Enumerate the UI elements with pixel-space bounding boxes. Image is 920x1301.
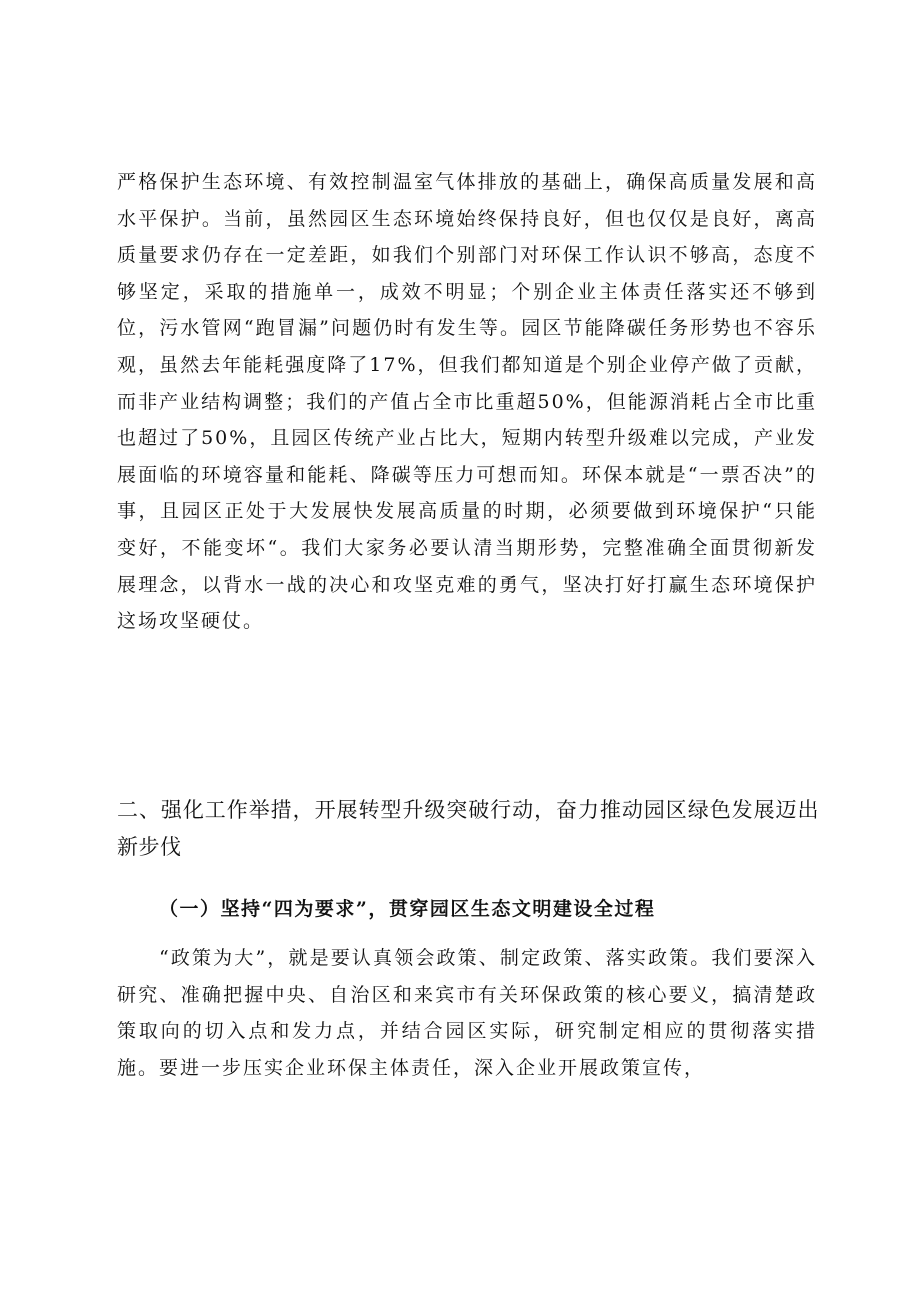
body-paragraph: 严格保护生态环境、有效控制温室气体排放的基础上，确保高质量发展和高水平保护。当前，虽然园区生态环境始终保持良好，但也仅仅是良好，离高质量要求仍存在一定差距，如我们个别部门对环保工作认识不够高，态度不够坚定，采取的措施单一，成效不明显；个别企业主体责任落实还不够到位，污水管网“跑冒漏”问题仍时有发生等。园区节能降碳任务形势也不容乐观，虽然去年能耗强度降了17%，但我们都知道是个别企业停产做了贡献，而非产业结构调整；我们的产值占全市比重超50%，但能源消耗占全市比重也超过了50%，且园区传统产业占比大，短期内转型升级难以完成，产业发展面临的环境容量和能耗、降碳等压力可想而知。环保本就是“一票否决”的事，且园区正处于大发展快发展高质量的时期，必须要做到环境保护“只能变好，不能变坏“。我们大家务必要认清当期形势，完整准确全面贯彻新发展理念，以背水一战的决心和攻坚克难的勇气，坚决打好打赢生态环境保护这场攻坚硬仗。 [117,171,817,633]
section-heading: 二、强化工作举措，开展转型升级突破行动，奋力推动园区绿色发展迈出新步伐 [117,798,819,859]
body-paragraph-policy: “政策为大”，就是要认真领会政策、制定政策、落实政策。我们要深入研究、准确把握中央、自治区和来宾市有关环保政策的核心要义，搞清楚政策取向的切入点和发力点，并结合园区实际，研究制定相应的贯彻落实措施。要进一步压实企业环保主体责任，深入企业开展政策宣传， [117,947,817,1079]
subsection-heading: （一）坚持“四为要求”，贯穿园区生态文明建设全过程 [159,898,656,920]
